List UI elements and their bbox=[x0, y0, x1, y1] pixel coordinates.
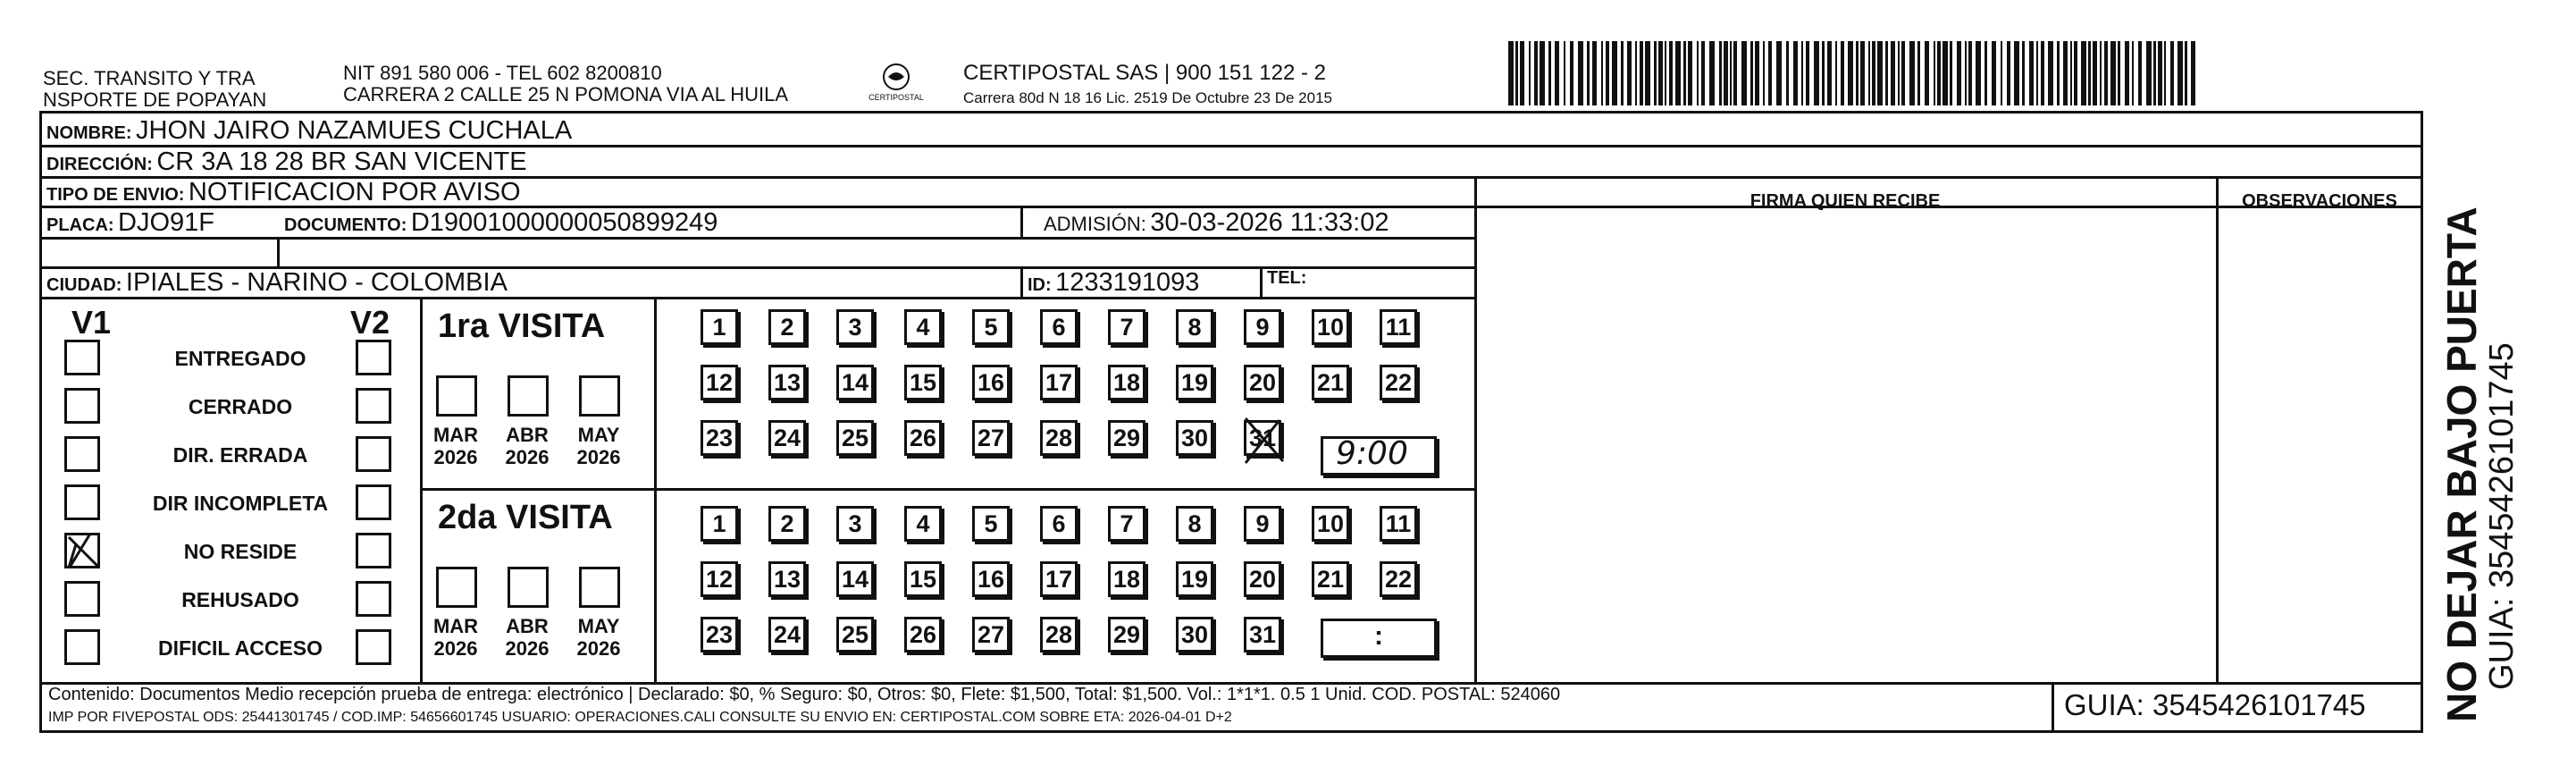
status-label: ENTREGADO bbox=[174, 347, 306, 370]
certipostal-logo bbox=[856, 59, 936, 105]
id-label: ID: bbox=[1028, 275, 1052, 295]
v2-checkbox[interactable] bbox=[356, 436, 391, 472]
ciudad-value: IPIALES - NARINO - COLOMBIA bbox=[125, 268, 508, 297]
tel-label: TEL: bbox=[1267, 268, 1307, 288]
month-name: MAY bbox=[577, 615, 620, 637]
day-box-first[interactable]: 22 bbox=[1380, 365, 1417, 400]
day-box-first[interactable]: 17 bbox=[1040, 365, 1078, 400]
nombre-value: JHON JAIRO NAZAMUES CUCHALA bbox=[136, 116, 573, 145]
day-box-second[interactable]: 13 bbox=[768, 561, 806, 597]
day-box-second[interactable]: 18 bbox=[1108, 561, 1145, 597]
day-box-second[interactable]: 2 bbox=[768, 506, 806, 542]
month-label bbox=[502, 615, 552, 660]
day-box-second[interactable]: 19 bbox=[1176, 561, 1213, 597]
documento-label: DOCUMENTO: bbox=[284, 215, 407, 235]
v1-header: V1 bbox=[71, 304, 112, 341]
day-box-second[interactable]: 16 bbox=[972, 561, 1010, 597]
nit-line2: CARRERA 2 CALLE 25 N POMONA VIA AL HUILA bbox=[343, 83, 789, 105]
month-year: 2026 bbox=[576, 446, 621, 468]
day-box-second[interactable]: 5 bbox=[972, 506, 1010, 542]
day-box-second[interactable]: 11 bbox=[1380, 506, 1417, 542]
status-label: NO RESIDE bbox=[183, 540, 298, 563]
day-box-first[interactable]: 20 bbox=[1244, 365, 1281, 400]
side-block bbox=[2439, 97, 2520, 722]
admision-cell bbox=[1044, 208, 1389, 238]
documento-value: D19001000000050899249 bbox=[410, 208, 718, 237]
v2-checkbox[interactable] bbox=[356, 533, 391, 568]
documento-cell bbox=[284, 208, 717, 238]
day-box-second[interactable]: 24 bbox=[768, 617, 806, 652]
day-box-second[interactable]: 30 bbox=[1176, 617, 1213, 652]
day-box-second[interactable]: 9 bbox=[1244, 506, 1281, 542]
month-checkbox-first[interactable] bbox=[508, 375, 549, 417]
time-placeholder: : bbox=[1374, 621, 1383, 651]
day-box-second[interactable]: 3 bbox=[836, 506, 874, 542]
day-box-first[interactable]: 27 bbox=[972, 420, 1010, 456]
v1-checkbox[interactable] bbox=[64, 629, 100, 665]
day-box-second[interactable]: 29 bbox=[1108, 617, 1145, 652]
footer-imp: IMP POR FIVEPOSTAL ODS: 25441301745 / COD.IMP: 54656601745 USUARIO: OPERACIONES.CALI CONSULTE SU ENVIO EN: CERTIPOSTAL.COM SOBRE ETA: 2026-04-01 D+2 bbox=[48, 710, 1232, 725]
status-label: CERRADO bbox=[188, 395, 293, 418]
day-box-first[interactable]: 7 bbox=[1108, 309, 1145, 345]
company-block bbox=[963, 61, 1332, 107]
day-box-first[interactable]: 23 bbox=[701, 420, 738, 456]
observaciones-header: OBSERVACIONES bbox=[2242, 191, 2397, 211]
v2-checkbox[interactable] bbox=[356, 629, 391, 665]
time-handwritten: 9:00 bbox=[1336, 435, 1408, 472]
month-year: 2026 bbox=[576, 637, 621, 660]
day-box-first[interactable]: 21 bbox=[1312, 365, 1349, 400]
side-guia: GUIA: 3545426101745 bbox=[2483, 342, 2521, 690]
month-name: MAR bbox=[432, 424, 479, 446]
month-year: 2026 bbox=[505, 637, 550, 660]
time-box-first[interactable] bbox=[1321, 436, 1437, 476]
day-box-first[interactable]: 9 bbox=[1244, 309, 1281, 345]
direccion-label: DIRECCIÓN: bbox=[46, 155, 153, 174]
month-label bbox=[431, 615, 481, 660]
day-box-first[interactable]: 26 bbox=[904, 420, 942, 456]
day-box-second[interactable]: 1 bbox=[701, 506, 738, 542]
placa-value: DJO91F bbox=[118, 208, 214, 237]
day-box-first[interactable]: 5 bbox=[972, 309, 1010, 345]
month-year: 2026 bbox=[433, 637, 478, 660]
admision-value: 30-03-2026 11:33:02 bbox=[1150, 208, 1389, 237]
day-box-first[interactable]: 10 bbox=[1312, 309, 1349, 345]
nombre-label: NOMBRE: bbox=[46, 123, 132, 143]
v2-checkbox[interactable] bbox=[356, 581, 391, 617]
id-cell bbox=[1028, 268, 1199, 298]
day-box-first[interactable]: 8 bbox=[1176, 309, 1213, 345]
day-box-second[interactable]: 12 bbox=[701, 561, 738, 597]
v2-header: V2 bbox=[350, 304, 390, 341]
time-box-second[interactable] bbox=[1321, 619, 1437, 658]
id-value: 1233191093 bbox=[1055, 268, 1200, 297]
sender-line2: NSPORTE DE POPAYAN bbox=[43, 88, 267, 111]
month-checkbox-second[interactable] bbox=[436, 567, 477, 608]
day-box-second[interactable]: 17 bbox=[1040, 561, 1078, 597]
company-line1: CERTIPOSTAL SAS | 900 151 122 - 2 bbox=[963, 61, 1326, 85]
day-box-second[interactable]: 14 bbox=[836, 561, 874, 597]
v1-checkbox[interactable] bbox=[64, 388, 100, 424]
sender-line1: SEC. TRANSITO Y TRA bbox=[43, 67, 256, 89]
day-box-first[interactable]: 19 bbox=[1176, 365, 1213, 400]
check-mark-icon bbox=[63, 530, 103, 571]
barcode-icon bbox=[1508, 41, 2198, 105]
day-box-first[interactable]: 3 bbox=[836, 309, 874, 345]
day-box-first[interactable]: 4 bbox=[904, 309, 942, 345]
v1-checkbox[interactable] bbox=[64, 340, 100, 375]
nombre-row bbox=[46, 116, 572, 146]
month-name: ABR bbox=[506, 424, 549, 446]
day-box-first[interactable]: 29 bbox=[1108, 420, 1145, 456]
side-warning: NO DEJAR BAJO PUERTA bbox=[2438, 206, 2485, 722]
second-visit-title: 2da VISITA bbox=[438, 499, 613, 536]
day-box-second[interactable]: 15 bbox=[904, 561, 942, 597]
day-box-first[interactable]: 25 bbox=[836, 420, 874, 456]
day-box-second[interactable]: 23 bbox=[701, 617, 738, 652]
company-line2: Carrera 80d N 18 16 Lic. 2519 De Octubre 23 De 2015 bbox=[963, 89, 1332, 106]
month-label bbox=[574, 424, 624, 468]
day-box-second[interactable]: 25 bbox=[836, 617, 874, 652]
month-checkbox-second[interactable] bbox=[579, 567, 620, 608]
day-box-second[interactable]: 27 bbox=[972, 617, 1010, 652]
day-box-second[interactable]: 4 bbox=[904, 506, 942, 542]
nit-block bbox=[343, 63, 788, 105]
day-box-second[interactable]: 6 bbox=[1040, 506, 1078, 542]
day-box-first[interactable]: 12 bbox=[701, 365, 738, 400]
day-box-second[interactable]: 10 bbox=[1312, 506, 1349, 542]
month-year: 2026 bbox=[505, 446, 550, 468]
v1-checkbox[interactable] bbox=[64, 436, 100, 472]
v1-checkbox[interactable] bbox=[64, 581, 100, 617]
tel-cell bbox=[1267, 268, 1306, 289]
month-name: MAY bbox=[577, 424, 620, 446]
month-label bbox=[574, 615, 624, 660]
logo-text: CERTIPOSTAL bbox=[868, 93, 924, 102]
direccion-value: CR 3A 18 28 BR SAN VICENTE bbox=[156, 147, 527, 176]
month-checkbox-first[interactable] bbox=[579, 375, 620, 417]
v1-checkbox[interactable] bbox=[64, 533, 100, 568]
day-box-first[interactable]: 24 bbox=[768, 420, 806, 456]
month-checkbox-second[interactable] bbox=[508, 567, 549, 608]
firma-header: FIRMA QUIEN RECIBE bbox=[1749, 191, 1941, 211]
day-box-first[interactable]: 28 bbox=[1040, 420, 1078, 456]
x-mark-icon bbox=[1237, 413, 1290, 467]
day-box-first[interactable]: 13 bbox=[768, 365, 806, 400]
day-box-second[interactable]: 31 bbox=[1244, 617, 1281, 652]
day-box-first[interactable]: 6 bbox=[1040, 309, 1078, 345]
status-label: DIFICIL ACCESO bbox=[157, 636, 323, 660]
v2-checkbox[interactable] bbox=[356, 484, 391, 520]
status-label: DIR. ERRADA bbox=[172, 443, 308, 467]
day-box-first[interactable]: 18 bbox=[1108, 365, 1145, 400]
day-box-first[interactable]: 11 bbox=[1380, 309, 1417, 345]
footer-guia: GUIA: 3545426101745 bbox=[2064, 688, 2366, 721]
day-box-first[interactable]: 14 bbox=[836, 365, 874, 400]
day-box-first[interactable]: 1 bbox=[701, 309, 738, 345]
day-box-second[interactable]: 26 bbox=[904, 617, 942, 652]
placa-label: PLACA: bbox=[46, 215, 114, 235]
tipo-row bbox=[46, 178, 521, 207]
day-box-second[interactable]: 7 bbox=[1108, 506, 1145, 542]
day-box-second[interactable]: 22 bbox=[1380, 561, 1417, 597]
day-box-second[interactable]: 20 bbox=[1244, 561, 1281, 597]
sender-block bbox=[43, 68, 266, 111]
month-name: ABR bbox=[506, 615, 549, 637]
day-box-first[interactable]: 15 bbox=[904, 365, 942, 400]
ciudad-label: CIUDAD: bbox=[46, 275, 122, 295]
placa-cell bbox=[46, 208, 214, 238]
v1-checkbox[interactable] bbox=[64, 484, 100, 520]
nit-line1: NIT 891 580 006 - TEL 602 8200810 bbox=[343, 62, 662, 84]
month-checkbox-first[interactable] bbox=[436, 375, 477, 417]
ciudad-cell bbox=[46, 268, 508, 298]
day-box-first[interactable]: 31 bbox=[1244, 420, 1281, 456]
day-box-second[interactable]: 21 bbox=[1312, 561, 1349, 597]
barcode bbox=[1508, 41, 2198, 105]
month-year: 2026 bbox=[433, 446, 478, 468]
tipo-label: TIPO DE ENVIO: bbox=[46, 185, 185, 205]
month-label bbox=[502, 424, 552, 468]
day-box-first[interactable]: 30 bbox=[1176, 420, 1213, 456]
tipo-value: NOTIFICACION POR AVISO bbox=[188, 178, 521, 206]
day-box-second[interactable]: 8 bbox=[1176, 506, 1213, 542]
direccion-row bbox=[46, 147, 527, 177]
day-box-first[interactable]: 2 bbox=[768, 309, 806, 345]
month-name: MAR bbox=[432, 615, 479, 637]
month-label bbox=[431, 424, 481, 468]
day-box-first[interactable]: 16 bbox=[972, 365, 1010, 400]
v2-checkbox[interactable] bbox=[356, 340, 391, 375]
day-box-second[interactable]: 28 bbox=[1040, 617, 1078, 652]
footer-contenido: Contenido: Documentos Medio recepción prueba de entrega: electrónico | Declarado: $0, % Seguro: $0, Otros: $0, Flete: $1,500, Total: $1,500. Vol.: 1*1*1. 0.5 1 Unid. COD. POSTAL: 524060 bbox=[48, 685, 1561, 704]
v2-checkbox[interactable] bbox=[356, 388, 391, 424]
status-label: REHUSADO bbox=[181, 588, 299, 611]
first-visit-title: 1ra VISITA bbox=[438, 307, 606, 345]
admision-label: ADMISIÓN: bbox=[1044, 213, 1146, 235]
status-label: DIR INCOMPLETA bbox=[152, 492, 329, 515]
